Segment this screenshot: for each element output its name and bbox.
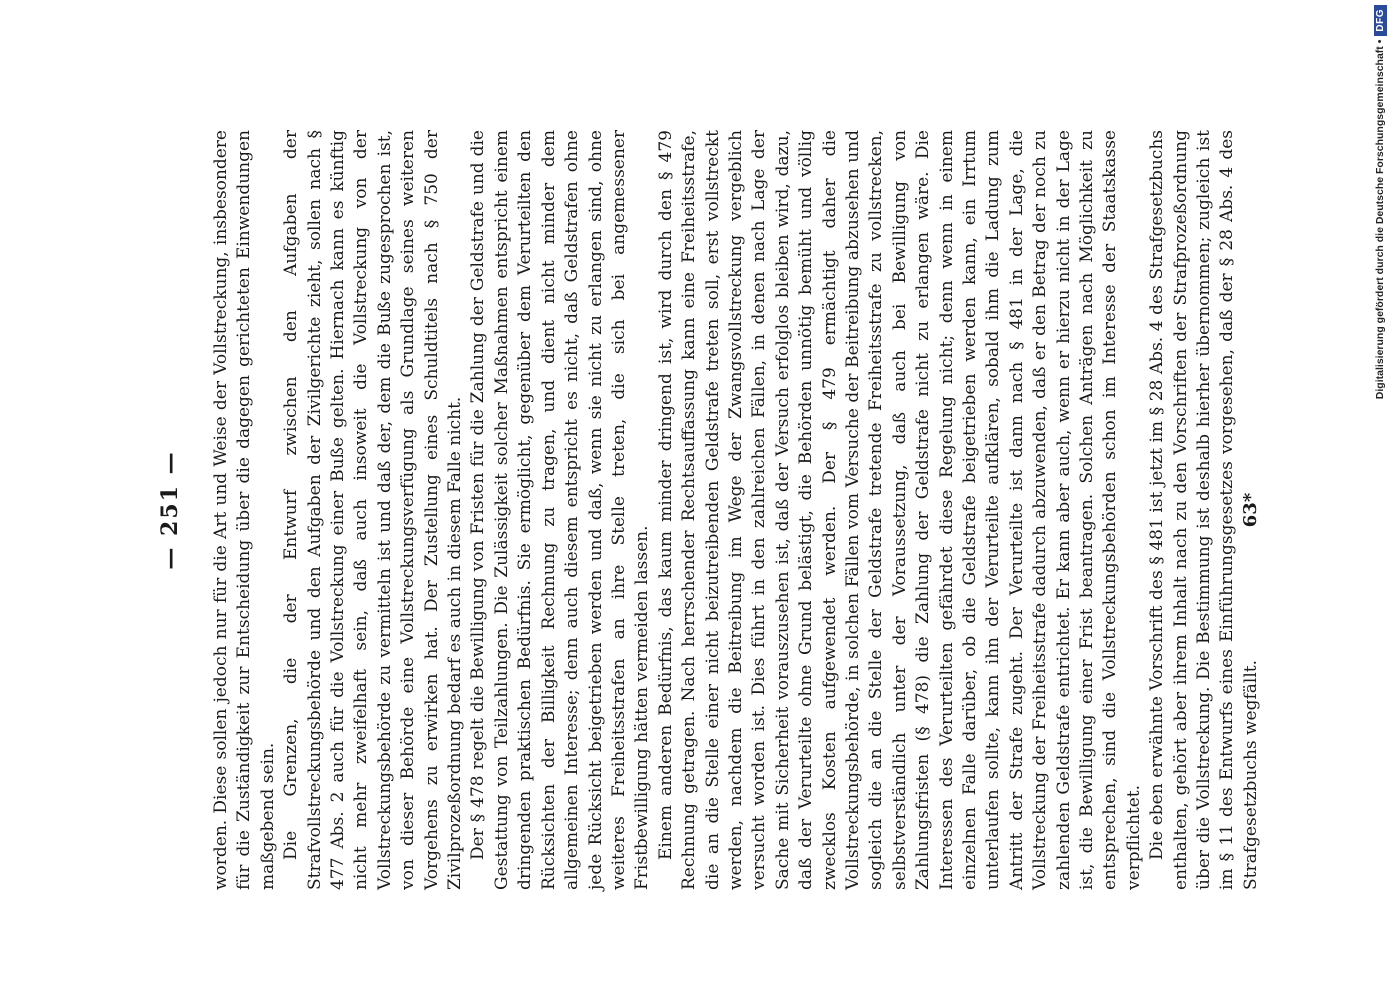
digitization-note xyxy=(1370,5,1390,995)
paragraph-2: Die Grenzen, die der Entwurf zwischen den Aufgaben der Strafvollstreckungsbehörde und den Aufgaben der Zivilgerichte zieht, sollen nach § 477 Abs. 2 auch für die Vollstreckung einer Buße gelten. Hiernach kann es künftig nicht mehr zweifelhaft sein, daß auch insoweit die Vollstreckung von der Vollstreckungsbehörde zu vermitteln ist und daß der, dem die Buße zugesprochen ist, von dieser Behörde eine Vollstreckungsverfügung als Grundlage seines weiteren Vorgehens zu erwirken hat. Der Zustellung eines Schuldtitels nach § 750 der Zivilprozeßordnung bedarf es auch in diesem Falle nicht. xyxy=(281,130,466,890)
paragraph-5: Die eben erwähnte Vorschrift des § 481 ist jetzt im § 28 Abs. 4 des Strafgesetzbuchs enthalten, gehört aber ihrem Inhalt nach zu den Vorschriften der Strafprozeßordnung über die Vollstreckung. Die Bestimmung ist deshalb hierher übernommen; zugleich ist im § 11 des Entwurfs eines Einführungsgesetzes vorgesehen, daß der § 28 Abs. 4 des Strafgesetzbuchs wegfällt. xyxy=(1147,130,1261,890)
dfg-logo: DFG xyxy=(1374,5,1387,36)
paragraph-3: Der § 478 regelt die Bewilligung von Fristen für die Zahlung der Geldstrafe und die Gestattung von Teilzahlungen. Die Zulässigkeit solcher Maßnahmen entspricht einem dringenden praktischen Bedürfnis. Sie ermöglicht, gegenüber dem Verurteilten den Rücksichten der Billigkeit Rechnung zu tragen, und dient nicht minder dem allgemeinen Interesse; denn auch diesem entspricht es nicht, daß Geldstrafen ohne jede Rücksicht beigetrieben werden und daß, wenn sie nicht zu erlangen sind, ohne weiteres Freiheitsstrafen an ihre Stelle treten, die sich bei angemessener Fristbewilligung hätten vermeiden lassen. xyxy=(468,130,653,890)
body-text xyxy=(210,130,1263,890)
paragraph-4: Einem anderen Bedürfnis, das kaum minder dringend ist, wird durch den § 479 Rechnung getragen. Nach herrschender Rechtsauffassung kann eine Freiheitsstrafe, die an die Stelle einer nicht beizutreibenden Geldstrafe treten soll, erst vollstreckt werden, nachdem die Beitreibung im Wege der Zwangsvollstreckung vergeblich versucht worden ist. Dies führt in den zahlreichen Fällen, in denen nach Lage der Sache mit Sicherheit vorauszusehen ist, daß der Versuch erfolglos bleiben wird, dazu, daß der Verurteilte ohne Grund belästigt, die Behörden unnötig bemüht und völlig zwecklos Kosten aufgewendet werden. Der § 479 ermächtigt daher die Vollstreckungsbehörde, in solchen Fällen vom Versuche der Beitreibung abzusehen und sogleich die an die Stelle der Geldstrafe tretende Freiheitsstrafe zu vollstrecken, selbstverständlich unter der Voraussetzung, daß auch bei Bewilligung von Zahlungsfristen (§ 478) die Zahlung der Geldstrafe nicht zu erlangen wäre. Die Interessen des Verurteilten gefährdet diese Regelung nicht; denn wenn in einem einzelnen Falle darüber, ob die Geldstrafe beigetrieben werden kann, ein Irrtum unterlaufen sollte, kann ihn der Verurteilte aufklären, sobald ihm die Ladung zum Antritt der Strafe zugeht. Der Verurteilte ist dann nach § 481 in der Lage, die Vollstreckung der Freiheitsstrafe dadurch abzuwenden, daß er den Betrag der noch zu zahlenden Geldstrafe entrichtet. Er kann aber auch, wenn er hierzu nicht in der Lage ist, die Bewilligung einer Frist beantragen. Solchen Anträgen nach Möglichkeit zu entsprechen, sind die Vollstreckungsbehörden schon im Interesse der Staatskasse verpflichtet. xyxy=(655,130,1144,890)
page-number-header: — 251 — xyxy=(157,450,183,570)
paragraph-1: worden. Diese sollen jedoch nur für die Art und Weise der Vollstreckung, insbesondere für die Zuständigkeit zur Entscheidung über die dagegen gerichteten Einwendungen maßgebend sein. xyxy=(211,130,278,890)
digitization-note-text: Digitalisierung gefördert durch die Deutsche Forschungsgemeinschaft • xyxy=(1374,39,1386,400)
rotated-page xyxy=(140,130,1261,890)
sheet-signature: 63* xyxy=(1240,492,1261,528)
